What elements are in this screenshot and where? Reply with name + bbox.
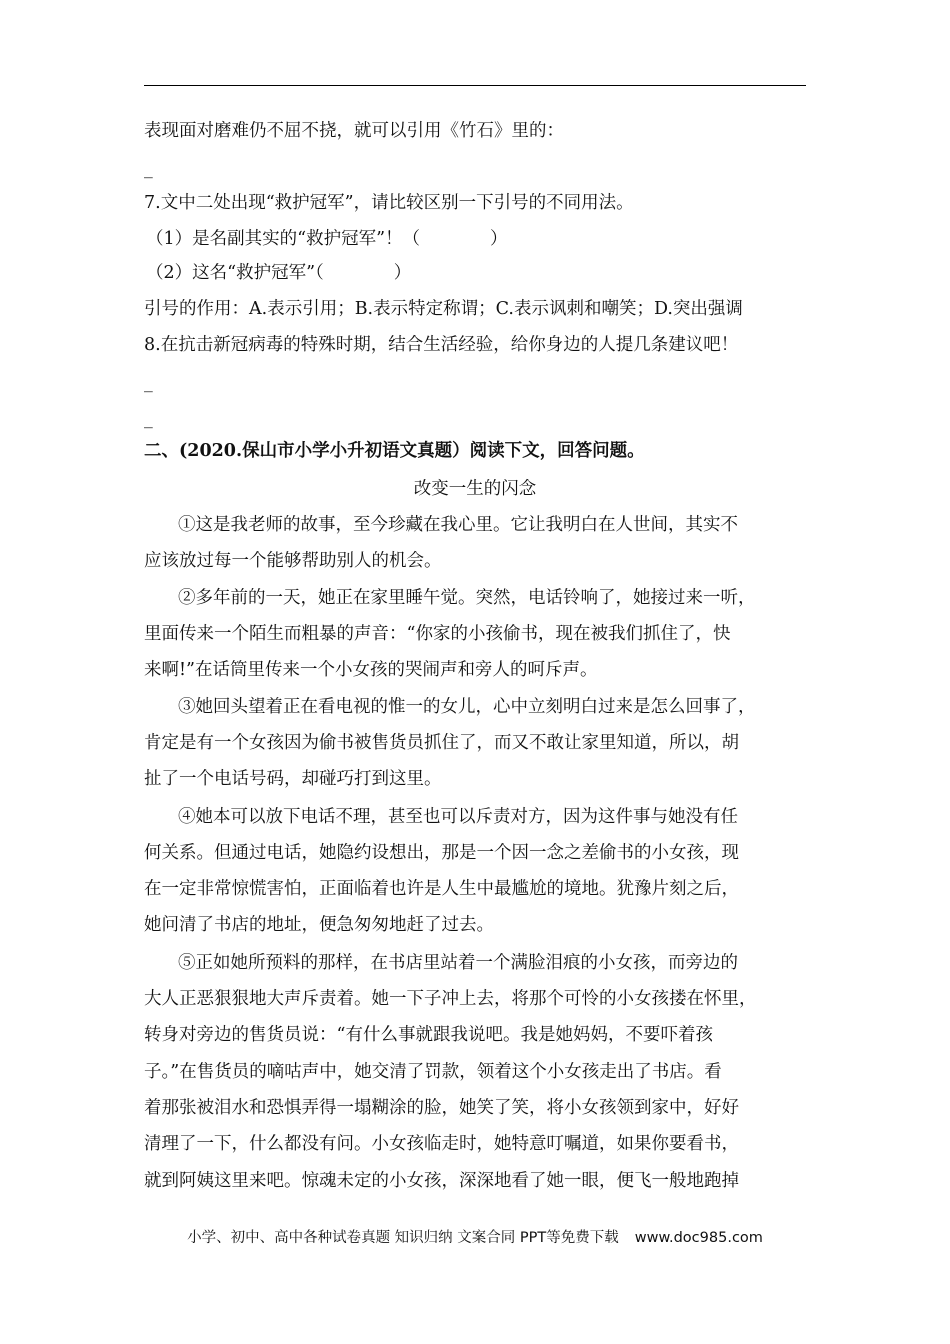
page-footer (0, 1226, 950, 1247)
footer-url[interactable]: www.doc985.com (634, 1230, 763, 1246)
article-title: 改变一生的闪念 (413, 479, 537, 499)
answer-blank: _ (144, 159, 153, 179)
paragraph-line: ②多年前的一天，她正在家里睡午觉。突然，电话铃响了，她接过来一听， (178, 588, 756, 608)
paragraph-line: 着那张被泪水和恐惧弄得一塌糊涂的脸，她笑了笑，将小女孩领到家中，好好 (144, 1098, 739, 1118)
paragraph-line: 清理了一下，什么都没有问。小女孩临走时，她特意叮嘱道，如果你要看书， (144, 1134, 739, 1154)
paragraph-line: ③她回头望着正在看电视的惟一的女儿，心中立刻明白过来是怎么回事了， (178, 697, 756, 717)
footer-text: 小学、初中、高中各种试卷真题 知识归纳 文案合同 PPT等免费下载 (187, 1230, 619, 1246)
header-rule (144, 85, 806, 86)
paragraph-line: ①这是我老师的故事，至今珍藏在我心里。它让我明白在人世间，其实不 (178, 515, 738, 535)
paragraph-line: 肯定是有一个女孩因为偷书被售货员抓住了，而又不敢让家里知道，所以，胡 (144, 733, 739, 753)
paragraph-line: ④她本可以放下电话不理，甚至也可以斥责对方，因为这件事与她没有任 (178, 807, 738, 827)
question-8-stem: 8.在抗击新冠病毒的特殊时期，结合生活经验，给你身边的人提几条建议吧！ (144, 335, 739, 355)
paragraph-line: 里面传来一个陌生而粗暴的声音：“你家的小孩偷书，现在被我们抓住了，快 (144, 624, 731, 644)
paragraph-line: 她问清了书店的地址，便急匆匆地赶了过去。 (144, 915, 494, 935)
question-7-stem: 7.文中二处出现“救护冠军”，请比较区别一下引号的不同用法。 (144, 193, 634, 213)
answer-blank: _ (144, 373, 153, 393)
question-7-item-1: （1）是名副其实的“救护冠军”！（ ） (146, 229, 508, 249)
paragraph-line: 来啊!”在话筒里传来一个小女孩的哭闹声和旁人的呵斥声。 (144, 660, 598, 680)
paragraph-line: 大人正恶狠狠地大声斥责着。她一下子冲上去，将那个可怜的小女孩搂在怀里， (144, 989, 757, 1009)
paragraph-line: 扯了一个电话号码，却碰巧打到这里。 (144, 769, 442, 789)
section-heading: 二、(2020.保山市小学小升初语文真题）阅读下文，回答问题。 (144, 441, 645, 461)
paragraph-line: 转身对旁边的售货员说：“有什么事就跟我说吧。我是她妈妈，不要吓着孩 (144, 1025, 713, 1045)
paragraph-line: 何关系。但通过电话，她隐约设想出，那是一个因一念之差偷书的小女孩，现 (144, 843, 739, 863)
paragraph-line: ⑤正如她所预料的那样，在书店里站着一个满脸泪痕的小女孩，而旁边的 (178, 953, 738, 973)
continuation-text: 表现面对磨难仍不屈不挠，就可以引用《竹石》里的： (144, 121, 564, 141)
question-7-item-2: （2）这名“救护冠军”（ ） (146, 263, 412, 283)
paragraph-line: 在一定非常惊慌害怕，正面临着也许是人生中最尴尬的境地。犹豫片刻之后， (144, 879, 739, 899)
paragraph-line: 应该放过每一个能够帮助别人的机会。 (144, 551, 442, 571)
answer-blank: _ (144, 409, 153, 429)
paragraph-line: 就到阿姨这里来吧。惊魂未定的小女孩，深深地看了她一眼，便飞一般地跑掉 (144, 1171, 739, 1191)
question-7-options: 引号的作用：A.表示引用；B.表示特定称谓；C.表示讽刺和嘲笑；D.突出强调 (144, 299, 743, 319)
paragraph-line: 子。”在售货员的嘀咕声中，她交清了罚款，领着这个小女孩走出了书店。看 (144, 1062, 722, 1082)
